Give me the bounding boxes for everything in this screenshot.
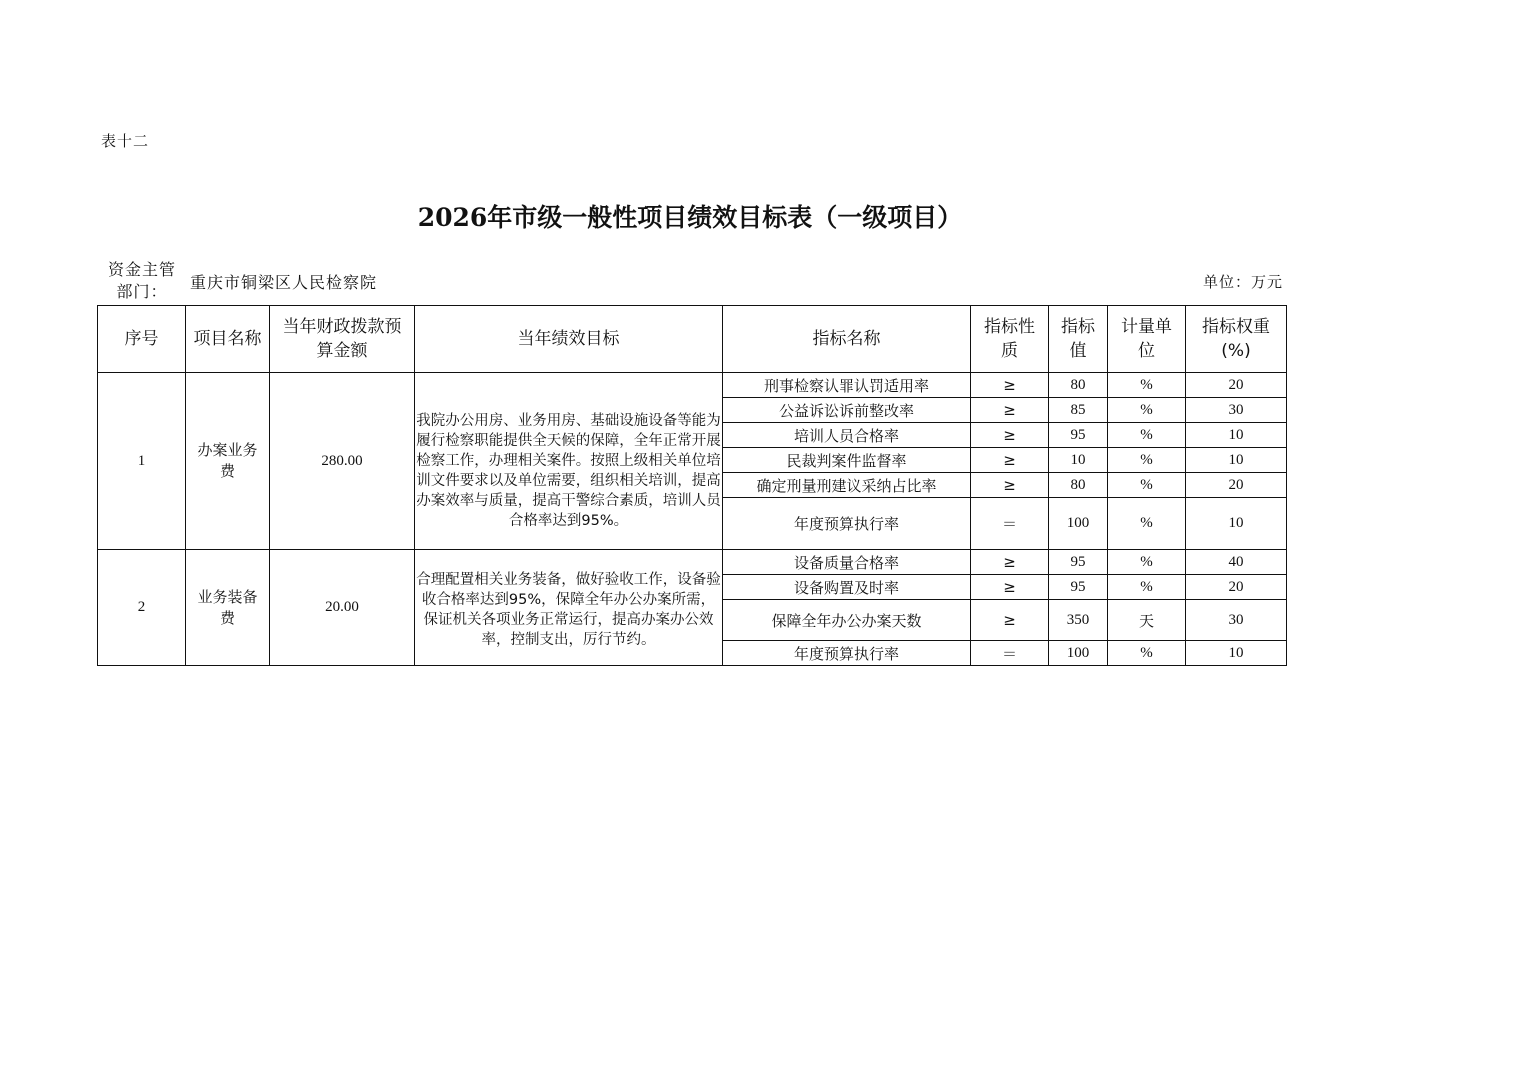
indicator-unit: % (1108, 641, 1186, 666)
project-seq: 1 (98, 373, 186, 550)
indicator-weight: 30 (1186, 600, 1287, 641)
indicator-unit: % (1108, 575, 1186, 600)
indicator-weight: 20 (1186, 575, 1287, 600)
project-seq: 2 (98, 550, 186, 666)
indicator-value: 80 (1049, 473, 1108, 498)
indicator-value: 10 (1049, 448, 1108, 473)
indicator-unit: % (1108, 373, 1186, 398)
project-budget: 20.00 (270, 550, 415, 666)
indicator-name: 年度预算执行率 (723, 498, 971, 550)
header-row (98, 306, 1287, 373)
project-budget: 280.00 (270, 373, 415, 550)
project-name: 办案业务费 (186, 373, 270, 550)
indicator-nature: ≥ (971, 575, 1049, 600)
indicator-unit: % (1108, 550, 1186, 575)
indicator-nature: ＝ (971, 641, 1049, 666)
indicator-nature: ≥ (971, 398, 1049, 423)
indicator-name: 设备购置及时率 (723, 575, 971, 600)
indicator-weight: 10 (1186, 423, 1287, 448)
indicator-name: 培训人员合格率 (723, 423, 971, 448)
project-goal: 合理配置相关业务装备，做好验收工作，设备验收合格率达到95%，保障全年办公办案所需，保证机关各项业务正常运行，提高办案办公效率，控制支出，厉行节约。 (415, 550, 723, 666)
indicator-nature: ≥ (971, 600, 1049, 641)
indicator-value: 85 (1049, 398, 1108, 423)
indicator-value: 100 (1049, 498, 1108, 550)
header-weight: 指标权重(%) (1186, 306, 1287, 373)
indicator-name: 民裁判案件监督率 (723, 448, 971, 473)
indicator-weight: 10 (1186, 641, 1287, 666)
indicator-name: 公益诉讼诉前整改率 (723, 398, 971, 423)
indicator-nature: ≥ (971, 550, 1049, 575)
indicator-name: 设备质量合格率 (723, 550, 971, 575)
indicator-unit: % (1108, 498, 1186, 550)
sheet-label: 表十二 (101, 132, 150, 150)
indicator-name: 年度预算执行率 (723, 641, 971, 666)
indicator-unit: % (1108, 448, 1186, 473)
indicator-weight: 10 (1186, 448, 1287, 473)
indicator-value: 95 (1049, 575, 1108, 600)
indicator-value: 95 (1049, 550, 1108, 575)
indicator-name: 保障全年办公办案天数 (723, 600, 971, 641)
indicator-unit: % (1108, 473, 1186, 498)
performance-table (97, 305, 1287, 666)
indicator-nature: ≥ (971, 423, 1049, 448)
indicator-value: 80 (1049, 373, 1108, 398)
header-unit: 计量单位 (1108, 306, 1186, 373)
header-goal: 当年绩效目标 (415, 306, 723, 373)
indicator-value: 95 (1049, 423, 1108, 448)
indicator-name: 确定刑量刑建议采纳占比率 (723, 473, 971, 498)
indicator-nature: ≥ (971, 373, 1049, 398)
page-title: 2026年市级一般性项目绩效目标表（一级项目） (417, 203, 963, 232)
indicator-unit: % (1108, 423, 1186, 448)
indicator-weight: 40 (1186, 550, 1287, 575)
indicator-weight: 30 (1186, 398, 1287, 423)
indicator-nature: ≥ (971, 448, 1049, 473)
header-project-name: 项目名称 (186, 306, 270, 373)
dept-label: 资金主管部门： (107, 260, 176, 301)
header-budget: 当年财政拨款预算金额 (270, 306, 415, 373)
indicator-nature: ＝ (971, 498, 1049, 550)
unit-label: 单位：万元 (1202, 273, 1283, 291)
indicator-weight: 10 (1186, 498, 1287, 550)
project-name: 业务装备费 (186, 550, 270, 666)
indicator-weight: 20 (1186, 473, 1287, 498)
indicator-value: 350 (1049, 600, 1108, 641)
header-indicator-name: 指标名称 (723, 306, 971, 373)
header-indicator-nature: 指标性质 (971, 306, 1049, 373)
indicator-unit: % (1108, 398, 1186, 423)
indicator-nature: ≥ (971, 473, 1049, 498)
indicator-unit: 天 (1108, 600, 1186, 641)
header-indicator-value: 指标值 (1049, 306, 1108, 373)
indicator-weight: 20 (1186, 373, 1287, 398)
table-row (98, 373, 1287, 398)
table-row (98, 550, 1287, 575)
indicator-name: 刑事检察认罪认罚适用率 (723, 373, 971, 398)
indicator-value: 100 (1049, 641, 1108, 666)
dept-value: 重庆市铜梁区人民检察院 (190, 273, 378, 292)
header-seq: 序号 (98, 306, 186, 373)
project-goal: 我院办公用房、业务用房、基础设施设备等能为履行检察职能提供全天候的保障，全年正常开展检察工作，办理相关案件。按照上级相关单位培训文件要求以及单位需要，组织相关培训，提高办案效率与质量，提高干警综合素质，培训人员合格率达到95%。 (415, 373, 723, 550)
